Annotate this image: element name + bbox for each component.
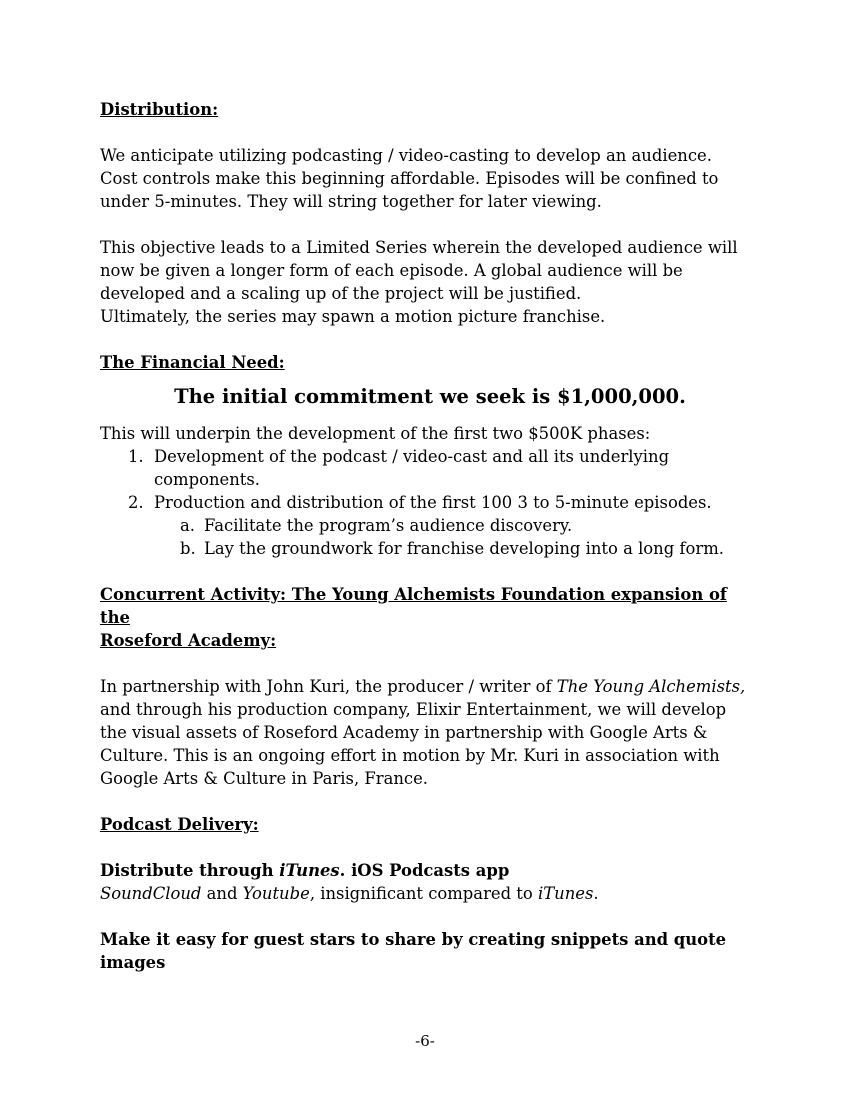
text-line: now be given a longer form of each episode. A global audience will be bbox=[100, 261, 683, 280]
text-segment: and bbox=[201, 884, 243, 903]
text-segment: . bbox=[593, 884, 599, 903]
distribute-line bbox=[100, 859, 760, 882]
text-segment: Distribute through bbox=[100, 861, 280, 880]
financial-need-heading: The Financial Need: bbox=[100, 353, 285, 372]
list-marker: 1. bbox=[128, 447, 144, 466]
sub-list bbox=[154, 514, 760, 560]
text-line: In partnership with John Kuri, the producer / writer of bbox=[100, 677, 557, 696]
concurrent-activity-heading bbox=[100, 583, 760, 652]
text-line: Culture. This is an ongoing effort in motion by Mr. Kuri in association with bbox=[100, 746, 720, 765]
soundcloud-text: SoundCloud bbox=[100, 884, 202, 903]
text-line: Make it easy for guest stars to share by creating snippets and quote bbox=[100, 930, 727, 949]
phase-list bbox=[100, 445, 760, 560]
sub-list-item bbox=[180, 514, 760, 537]
page-content bbox=[100, 98, 760, 974]
text-segment: , insignificant compared to bbox=[309, 884, 538, 903]
text-line: images bbox=[100, 953, 166, 972]
work-title: The Young Alchemists, bbox=[556, 677, 746, 696]
guest-stars-paragraph bbox=[100, 928, 760, 974]
text-line: We anticipate utilizing podcasting / video-casting to develop an audience. bbox=[100, 146, 712, 165]
platforms-line bbox=[100, 882, 760, 905]
text-line: Cost controls make this beginning affordable. Episodes will be confined to bbox=[100, 169, 719, 188]
text-line: Roseford Academy: bbox=[100, 631, 277, 650]
distribution-paragraph-1 bbox=[100, 144, 760, 213]
text-line: Lay the groundwork for franchise developing into a long form. bbox=[204, 539, 724, 558]
itunes-text: iTunes bbox=[279, 861, 340, 880]
commitment-statement: The initial commitment we seek is $1,000,000. bbox=[174, 385, 686, 408]
text-line: Google Arts & Culture in Paris, France. bbox=[100, 769, 428, 788]
text-line: components. bbox=[154, 470, 260, 489]
text-line: Facilitate the program’s audience discovery. bbox=[204, 516, 573, 535]
text-line: and through his production company, Elixir Entertainment, we will develop bbox=[100, 700, 727, 719]
distribution-paragraph-2 bbox=[100, 236, 760, 328]
list-marker: a. bbox=[180, 516, 195, 535]
podcast-delivery-heading: Podcast Delivery: bbox=[100, 815, 259, 834]
itunes-text: iTunes bbox=[537, 884, 594, 903]
financial-intro: This will underpin the development of the first two $500K phases: bbox=[100, 424, 651, 443]
text-segment: . iOS Podcasts app bbox=[339, 861, 510, 880]
concurrent-paragraph bbox=[100, 675, 760, 790]
sub-list-item bbox=[180, 537, 760, 560]
page-number: -6- bbox=[415, 1032, 435, 1050]
list-item bbox=[128, 491, 760, 560]
text-line: Production and distribution of the first 100 3 to 5-minute episodes. bbox=[154, 493, 712, 512]
text-line: under 5-minutes. They will string together for later viewing. bbox=[100, 192, 602, 211]
text-line: This objective leads to a Limited Series wherein the developed audience will bbox=[100, 238, 738, 257]
text-line: developed and a scaling up of the project will be justified. bbox=[100, 284, 582, 303]
text-line: Development of the podcast / video-cast and all its underlying bbox=[154, 447, 670, 466]
list-marker: b. bbox=[180, 539, 196, 558]
distribution-heading: Distribution: bbox=[100, 100, 219, 119]
list-item bbox=[128, 445, 760, 491]
text-line: the visual assets of Roseford Academy in partnership with Google Arts & bbox=[100, 723, 708, 742]
list-marker: 2. bbox=[128, 493, 144, 512]
text-line: Ultimately, the series may spawn a motion picture franchise. bbox=[100, 307, 606, 326]
text-line: Concurrent Activity: The Young Alchemists Foundation expansion of the bbox=[100, 585, 727, 627]
youtube-text: Youtube bbox=[242, 884, 310, 903]
